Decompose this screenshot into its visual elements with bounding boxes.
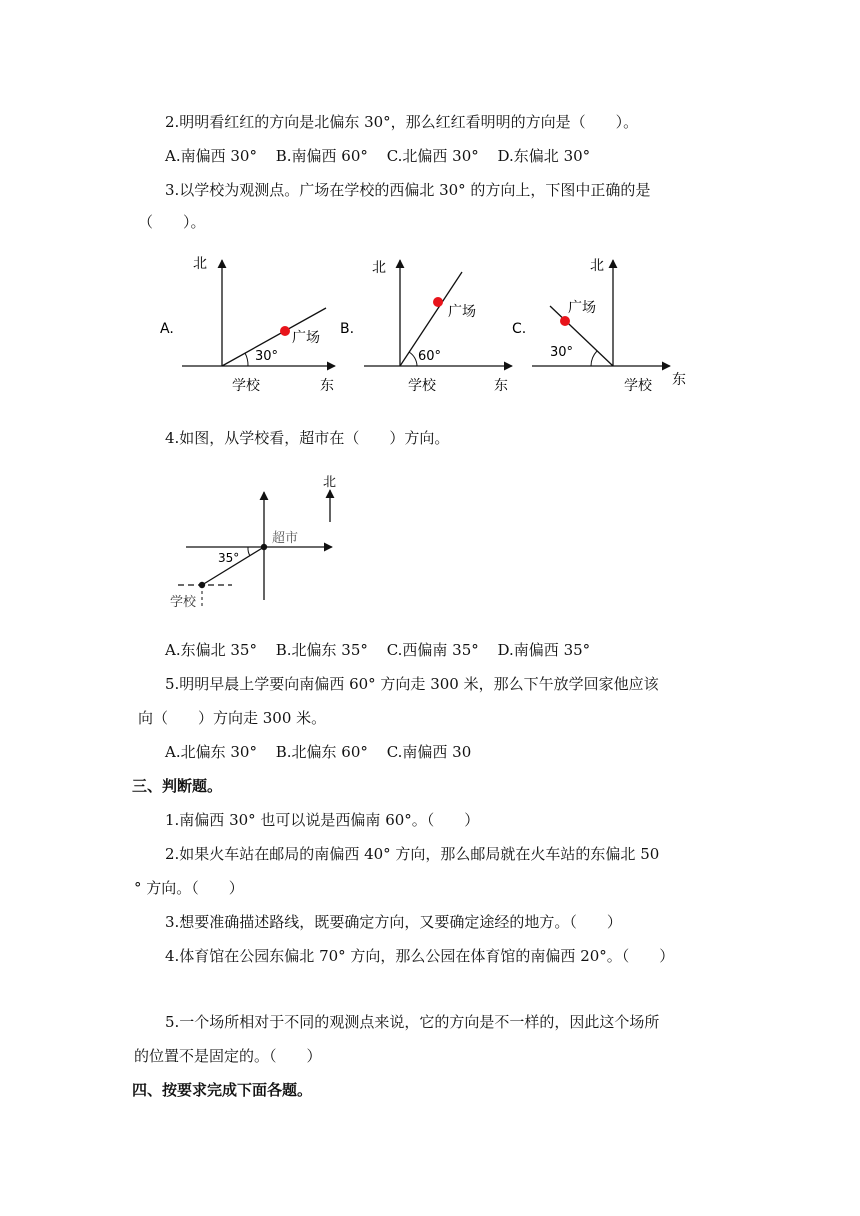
q4-figure (160, 470, 360, 620)
q5-stem-line1: 5.明明早晨上学要向南偏西 60° 方向走 300 米，那么下午放学回家他应该 (165, 675, 659, 693)
east-label: 东 (494, 378, 508, 394)
q3-figure-c-option: C. (512, 321, 527, 337)
plaza-dot (280, 326, 290, 336)
section4-heading: 四、按要求完成下面各题。 (132, 1081, 313, 1099)
q5-option-c: C.南偏西 30 (386, 743, 472, 761)
angle-label: 60° (418, 349, 442, 364)
q2-option-c: C.北偏西 30° (386, 147, 479, 165)
plaza-label: 广场 (568, 300, 596, 316)
q5-stem-line2: 向（ ）方向走 300 米。 (138, 709, 327, 727)
angle-arc (248, 547, 250, 556)
school-label: 学校 (408, 378, 436, 394)
q2-options (165, 146, 604, 166)
school-label: 学校 (170, 595, 197, 610)
q3-stem-line2: （ ）。 (138, 213, 206, 231)
angle-label: 30° (550, 345, 574, 360)
north-label: 北 (193, 256, 207, 272)
q2-option-b: B.南偏西 60° (275, 147, 368, 165)
q3-figure-a-option: A. (160, 321, 174, 337)
north-label: 北 (590, 258, 604, 274)
plaza-label: 广场 (448, 304, 476, 320)
q5-options (165, 742, 485, 762)
judge-item-4: 4.体育馆在公园东偏北 70° 方向，那么公园在体育馆的南偏西 20°。（ ） (165, 947, 675, 965)
angle-label: 30° (255, 349, 279, 364)
q4-options (165, 640, 604, 660)
angle-label: 35° (218, 551, 240, 565)
q3-figure-c (510, 250, 700, 400)
q2-option-a: A.南偏西 30° (165, 147, 257, 165)
plaza-dot (433, 297, 443, 307)
plaza-label: 广场 (292, 330, 320, 346)
q3-figure-b (340, 250, 520, 400)
market-label: 超市 (272, 531, 299, 546)
q3-figure-a (160, 250, 350, 400)
school-label: 学校 (232, 378, 260, 394)
q3-stem-line1: 3.以学校为观测点。广场在学校的西偏北 30° 的方向上，下图中正确的是 (165, 181, 651, 199)
judge-item-1: 1.南偏西 30° 也可以说是西偏南 60°。（ ） (165, 811, 480, 829)
plaza-dot (560, 316, 570, 326)
q4-stem: 4.如图，从学校看，超市在（ ）方向。 (165, 429, 450, 447)
east-label: 东 (320, 378, 334, 394)
north-label: 北 (323, 475, 337, 490)
angle-arc (409, 352, 417, 366)
q4-option-c: C.西偏南 35° (386, 641, 479, 659)
judge-item-2-line2: ° 方向。（ ） (134, 879, 244, 897)
q2-stem: 2.明明看红红的方向是北偏东 30°，那么红红看明明的方向是（ ）。 (165, 113, 639, 131)
judge-item-2-line1: 2.如果火车站在邮局的南偏西 40° 方向，那么邮局就在火车站的东偏北 50 (165, 845, 660, 863)
q4-option-d: D.南偏西 35° (497, 641, 591, 659)
school-dot (199, 582, 205, 588)
q3-figure-b-option: B. (340, 321, 355, 337)
market-dot (261, 544, 267, 550)
q2-option-d: D.东偏北 30° (497, 147, 591, 165)
north-label: 北 (372, 260, 386, 276)
east-label: 东 (672, 372, 686, 388)
judge-item-5-line1: 5.一个场所相对于不同的观测点来说，它的方向是不一样的，因此这个场所 (165, 1013, 660, 1031)
school-label: 学校 (624, 378, 652, 394)
q5-option-a: A.北偏东 30° (165, 743, 257, 761)
q4-option-a: A.东偏北 35° (165, 641, 257, 659)
q4-option-b: B.北偏东 35° (275, 641, 368, 659)
judge-item-5-line2: 的位置不是固定的。（ ） (134, 1047, 322, 1065)
angle-arc (245, 353, 248, 366)
section3-heading: 三、判断题。 (132, 777, 223, 795)
angle-arc (591, 351, 597, 366)
q5-option-b: B.北偏东 60° (275, 743, 368, 761)
judge-item-3: 3.想要准确描述路线，既要确定方向，又要确定途经的地方。（ ） (165, 913, 622, 931)
